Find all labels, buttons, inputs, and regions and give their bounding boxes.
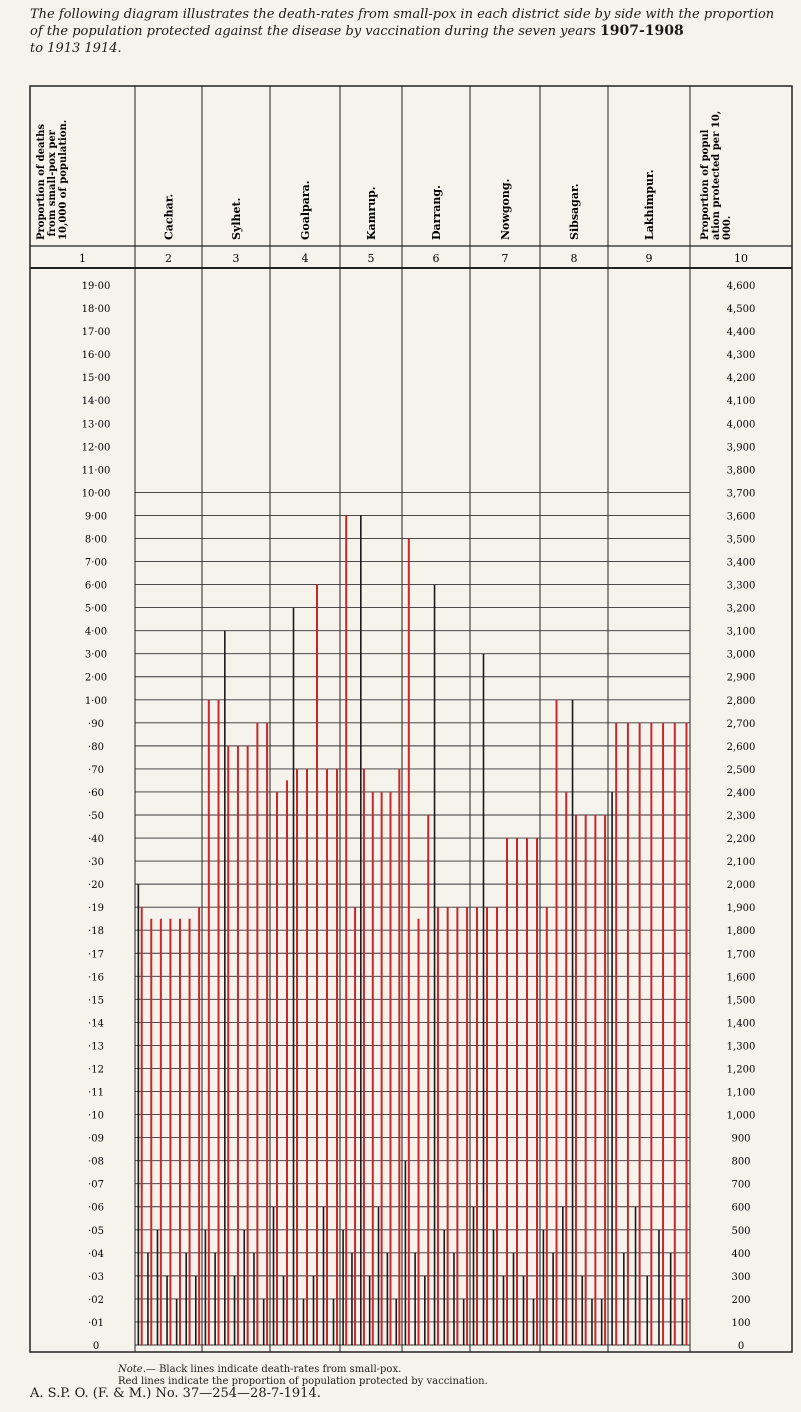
left-tick-label: ·30 <box>88 857 104 869</box>
right-tick-label: 2,300 <box>726 811 756 822</box>
left-tick-label: ·50 <box>88 811 104 822</box>
left-tick-label: 3·00 <box>84 649 108 661</box>
left-tick-label: ·19 <box>88 903 104 915</box>
chart-frame <box>30 86 792 1352</box>
left-tick-label: ·70 <box>88 764 104 776</box>
left-tick-label: 10·00 <box>81 488 111 500</box>
left-tick-label: ·12 <box>88 1064 104 1076</box>
left-tick-label: ·02 <box>88 1294 104 1306</box>
right-tick-label: 1,000 <box>726 1110 756 1122</box>
left-tick-label: ·17 <box>88 949 104 961</box>
right-tick-label: 4,000 <box>726 419 756 431</box>
right-tick-label: 3,300 <box>726 580 756 592</box>
right-tick-label: 4,600 <box>726 281 756 292</box>
right-tick-label: 300 <box>731 1271 751 1283</box>
column-number: 2 <box>165 252 172 265</box>
right-tick-label: 4,300 <box>726 350 756 362</box>
left-tick-label: 2·00 <box>84 672 108 684</box>
right-tick-label: 3,200 <box>726 603 756 615</box>
right-tick-label: 2,900 <box>726 672 756 684</box>
left-tick-label: 11·00 <box>81 465 111 477</box>
left-tick-label: ·06 <box>88 1202 104 1214</box>
left-tick-label: ·03 <box>88 1271 104 1283</box>
district-header: Lakhimpur. <box>643 169 656 240</box>
right-tick-label: 4,200 <box>726 373 756 385</box>
right-tick-label: 3,500 <box>726 534 756 546</box>
left-tick-label: 17·00 <box>81 327 111 339</box>
left-tick-label: 4·00 <box>84 626 108 638</box>
left-tick-label: 12·00 <box>81 442 111 454</box>
right-tick-label: 500 <box>731 1225 751 1237</box>
title-years: 1907-1908 <box>599 23 684 39</box>
right-tick-label: 1,100 <box>726 1087 756 1099</box>
district-header: Sylhet. <box>230 197 243 240</box>
left-tick-label: 19·00 <box>81 281 111 292</box>
left-tick-label: 1·00 <box>84 695 108 707</box>
left-tick-label: ·05 <box>88 1225 104 1237</box>
right-tick-label: 2,700 <box>726 718 756 730</box>
right-tick-label: 2,600 <box>726 741 756 753</box>
left-tick-label: ·04 <box>88 1248 104 1260</box>
district-header: Cachar. <box>162 193 176 240</box>
chart-note <box>118 1364 488 1388</box>
left-tick-label: 13·00 <box>81 419 111 431</box>
left-tick-label: 6·00 <box>84 580 108 592</box>
right-tick-label: 700 <box>731 1179 751 1191</box>
note-line-1: Black lines indicate death-rates from small-pox. <box>159 1364 402 1375</box>
right-tick-label: 2,200 <box>726 834 756 846</box>
right-tick-label: 100 <box>731 1317 751 1329</box>
left-tick-label: ·08 <box>88 1156 104 1168</box>
note-line-2: Red lines indicate the proportion of population protected by vaccination. <box>118 1376 488 1387</box>
district-header: Kamrup. <box>365 186 378 240</box>
reference-code: A. S.P. O. (F. & M.) No. 37—254—28-7-1914. <box>30 1386 321 1401</box>
right-tick-label: 0 <box>737 1341 745 1352</box>
district-header: Nowgong. <box>499 178 512 240</box>
left-tick-label: 16·00 <box>81 350 111 362</box>
right-tick-label: 3,900 <box>726 442 756 454</box>
column-number: 4 <box>301 252 309 265</box>
right-tick-label: 3,000 <box>726 649 756 661</box>
column-number: 3 <box>232 252 240 265</box>
note-label: Note.— <box>118 1364 156 1375</box>
right-tick-label: 3,700 <box>726 488 756 500</box>
left-tick-label: ·16 <box>88 972 104 984</box>
right-tick-label: 3,800 <box>726 465 756 477</box>
left-tick-label: ·18 <box>88 926 104 938</box>
right-tick-label: 3,600 <box>726 511 756 523</box>
left-tick-label: 0 <box>92 1341 100 1352</box>
right-tick-label: 900 <box>731 1133 751 1145</box>
column-number: 1 <box>79 252 86 265</box>
left-axis-header: Proportion of deaths from small-pox per 10,000 of population. <box>36 119 69 240</box>
right-tick-label: 1,300 <box>726 1041 756 1053</box>
left-tick-label: 15·00 <box>81 373 111 385</box>
right-tick-label: 4,400 <box>726 327 756 339</box>
left-tick-label: ·80 <box>88 741 104 753</box>
left-tick-label: 14·00 <box>81 396 111 408</box>
right-tick-label: 4,100 <box>726 396 756 408</box>
column-number: 9 <box>645 252 653 265</box>
left-tick-label: ·10 <box>88 1110 104 1122</box>
left-tick-label: 9·00 <box>84 511 108 523</box>
right-tick-label: 600 <box>731 1202 751 1214</box>
column-number: 7 <box>501 252 509 265</box>
title-text: The following diagram illustrates the death-rates from small-pox in each district side by side with the proportion of the population protected against the disease by vaccination during the seven years <box>30 7 775 39</box>
left-tick-label: ·11 <box>88 1087 104 1099</box>
left-tick-label: 5·00 <box>84 603 108 615</box>
left-tick-label: 8·00 <box>84 534 108 546</box>
right-tick-label: 400 <box>731 1248 751 1260</box>
right-tick-label: 2,500 <box>726 764 756 776</box>
left-tick-label: 7·00 <box>84 557 108 569</box>
district-header: Sibsagar. <box>568 183 581 240</box>
right-tick-label: 2,800 <box>726 695 756 707</box>
column-number: 8 <box>570 252 578 265</box>
left-tick-label: ·15 <box>88 995 104 1007</box>
left-tick-label: ·40 <box>88 834 104 846</box>
right-tick-label: 1,900 <box>726 903 756 915</box>
right-tick-label: 1,200 <box>726 1064 756 1076</box>
column-number: 6 <box>432 252 440 265</box>
left-tick-label: ·13 <box>88 1041 104 1053</box>
right-tick-label: 4,500 <box>726 304 756 316</box>
right-tick-label: 800 <box>731 1156 751 1168</box>
right-tick-label: 1,800 <box>726 926 756 938</box>
right-tick-label: 3,400 <box>726 557 756 569</box>
right-tick-label: 200 <box>731 1294 751 1306</box>
right-tick-label: 1,400 <box>726 1018 756 1030</box>
left-tick-label: ·07 <box>88 1179 104 1191</box>
right-tick-label: 2,100 <box>726 857 756 869</box>
left-tick-label: 18·00 <box>81 304 111 316</box>
left-tick-label: ·90 <box>88 718 104 730</box>
right-tick-label: 1,500 <box>726 995 756 1007</box>
right-tick-label: 2,000 <box>726 880 756 892</box>
column-number: 5 <box>367 252 375 265</box>
title-years-to: to 1913 1914. <box>30 41 122 56</box>
column-number: 10 <box>734 252 748 265</box>
left-tick-label: ·01 <box>88 1317 104 1329</box>
right-tick-label: 1,700 <box>726 949 756 961</box>
district-header: Darrang. <box>430 185 443 240</box>
left-tick-label: ·14 <box>88 1018 104 1030</box>
right-tick-label: 3,100 <box>726 626 756 638</box>
left-tick-label: ·60 <box>88 787 104 799</box>
right-axis-header: Proportion of population protected per 10,000. <box>700 110 733 240</box>
left-tick-label: ·09 <box>88 1133 104 1145</box>
right-tick-label: 2,400 <box>726 787 756 799</box>
right-tick-label: 1,600 <box>726 972 756 984</box>
left-tick-label: ·20 <box>88 880 104 892</box>
district-header: Goalpara. <box>299 180 312 240</box>
